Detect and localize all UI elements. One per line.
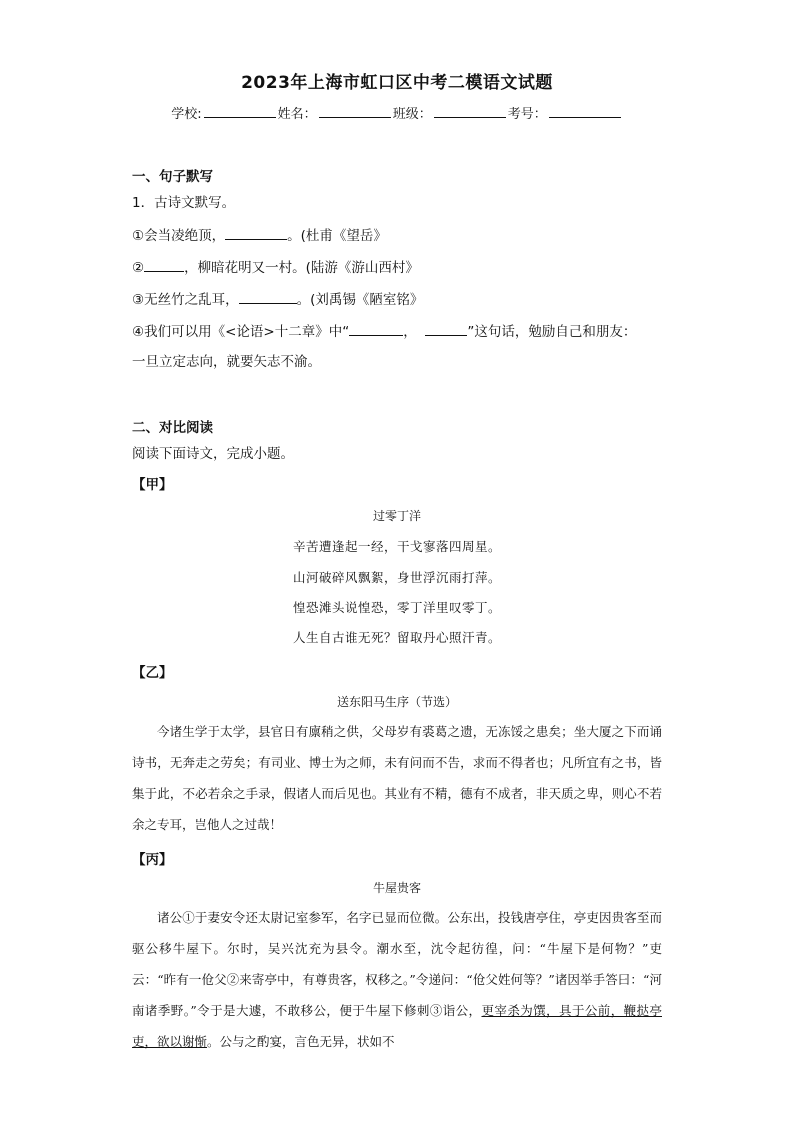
item-2-pre: ② [132, 260, 145, 276]
exam-no-blank[interactable] [549, 105, 621, 118]
item-1 [132, 224, 387, 244]
item-2-blank[interactable] [144, 259, 184, 272]
class-blank[interactable] [434, 105, 506, 118]
item-3 [132, 288, 423, 308]
name-label: 姓名： [277, 107, 317, 122]
item-3-pre: ③无丝竹之乱耳， [132, 292, 239, 308]
section1-heading: 一、句子默写 [132, 169, 213, 185]
underlined-sentence: 更宰杀为馔，具于公前，鞭挞亭吏，欲以谢惭 [132, 1003, 662, 1049]
label-yi: 【乙】 [132, 665, 173, 681]
item-2-post: ，柳暗花明又一村。(陆游《游山西村》 [184, 260, 419, 276]
poem-line: 辛苦遭逢起一经，干戈寥落四周星。 [292, 539, 501, 554]
poem-line: 惶恐滩头说惶恐，零丁洋里叹零丁。 [292, 600, 501, 615]
school-label: 学校: [171, 107, 202, 122]
item-4-blank-1[interactable] [349, 323, 403, 336]
section2-intro: 阅读下面诗文，完成小题。 [132, 446, 294, 462]
item-2 [132, 256, 419, 276]
item-1-pre: ①会当凌绝顶， [132, 228, 226, 244]
poem-jia-title: 过零丁洋 [372, 509, 421, 523]
item-4 [132, 320, 636, 340]
poem-line: 山河破碎风飘絮，身世浮沉雨打萍。 [292, 570, 501, 585]
item-3-blank[interactable] [239, 291, 297, 304]
label-jia: 【甲】 [132, 477, 173, 493]
name-blank[interactable] [319, 105, 391, 118]
exam-no-label: 考号： [507, 107, 547, 122]
text-bing-part-a: 诸公①于妻安令还太尉记室参军，名字已显而位微。公东出，投钱唐亭住，亭吏因贵客至而驱公移牛屋下。尔时，吴兴沈充为县令。潮水至，沈令起彷徨，问：“牛屋下是何物？”吏云：“昨有一伧父②来寄亭中，有尊贵客，权移之。”令递问：“伧父姓何等？”诸因举手答曰：“河南诸季野。”令于是大遽，不敢移公，便于牛屋下修刺③诣公， [132, 910, 662, 1018]
student-info-row [0, 103, 794, 122]
poem-line: 人生自古谁无死？留取丹心照汗青。 [292, 630, 501, 645]
item-1-blank[interactable] [225, 227, 287, 240]
page-title: 2023年上海市虹口区中考二模语文试题 [241, 73, 553, 93]
text-yi-title: 送东阳马生序（节选） [336, 695, 457, 709]
question-1: 1．古诗文默写。 [132, 195, 236, 211]
section2-heading: 二、对比阅读 [132, 420, 213, 436]
text-bing-body [132, 902, 662, 1057]
item-4-blank-2[interactable] [425, 323, 467, 336]
text-yi-body: 今诸生学于太学，县官日有廪稍之供，父母岁有裘葛之遗，无冻馁之患矣；坐大厦之下而诵诗书，无奔走之劳矣；有司业、博士为之师，未有问而不告，求而不得者也；凡所宜有之书，皆集于此，不必若余之手录，假诸人而后见也。其业有不精，德有不成者，非天质之卑，则心不若余之专耳，岂他人之过哉！ [132, 724, 662, 832]
school-blank[interactable] [204, 105, 276, 118]
text-bing-title: 牛屋贵客 [372, 881, 421, 895]
item-4-pre: ④我们可以用《<论语>十二章》中“ [132, 324, 350, 340]
item-3-post: 。(刘禹锡《陋室铭》 [296, 292, 424, 308]
item-4-post: ”这句话，勉励自己和朋友： [467, 324, 637, 340]
item-4-line2: 一旦立定志向，就要矢志不渝。 [132, 354, 321, 370]
text-bing-part-b: 。公与之酌宴，言色无异，状如不 [207, 1034, 395, 1049]
class-label: 班级： [392, 107, 432, 122]
label-bing: 【丙】 [132, 852, 173, 868]
item-1-post: 。(杜甫《望岳》 [287, 228, 387, 244]
item-4-mid: ， [403, 324, 417, 340]
